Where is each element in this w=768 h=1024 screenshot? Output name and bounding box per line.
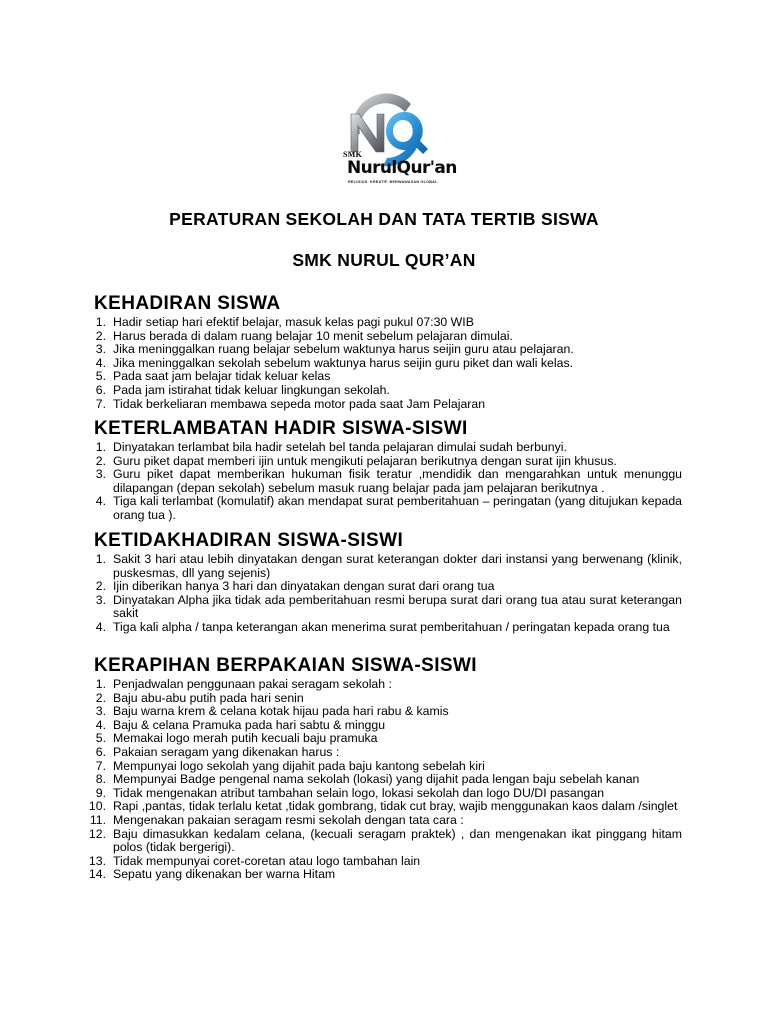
item-text: Ijin diberikan hanya 3 hari dan dinyatakan dengan surat dari orang tua	[113, 579, 495, 594]
list-item	[92, 495, 682, 522]
item-text: Tidak mempunyai coret-coretan atau logo tambahan lain	[113, 853, 421, 868]
section-kehadiran	[92, 293, 682, 411]
item-text: Sepatu yang dikenakan ber warna Hitam	[113, 867, 336, 882]
logo-school-name: NurulQur'an	[347, 158, 457, 178]
item-text: Tiga kali terlambat (komulatif) akan mendapat surat pemberitahuan – peringatan (yang ditujukan kepada orang tua ).	[113, 494, 682, 522]
list-item	[89, 812, 682, 828]
list-item	[92, 330, 682, 344]
item-number: 8.	[95, 772, 106, 787]
item-text: Hadir setiap hari efektif belajar, masuk kelas pagi pukul 07:30 WIB	[113, 315, 474, 329]
item-text: Pada saat jam belajar tidak keluar kelas	[113, 369, 331, 384]
list-item	[92, 787, 682, 801]
list-item	[92, 773, 682, 787]
logo-smk-text: SMK	[343, 150, 363, 159]
item-text: Jika meninggalkan ruang belajar sebelum waktunya harus seijin guru atau pelajaran.	[113, 342, 574, 357]
item-text: Penjadwalan penggunaan pakai seragam sekolah :	[113, 677, 392, 691]
item-text: Tidak mengenakan atribut tambahan selain logo, lokasi sekolah dan logo DU/DI pasangan	[113, 785, 605, 800]
list-item	[92, 719, 682, 733]
item-number: 1.	[95, 677, 106, 691]
list-item	[88, 867, 682, 882]
item-text: Tidak berkeliaran membawa sepeda motor pada saat Jam Pelajaran	[113, 396, 486, 411]
item-number: 7.	[95, 758, 106, 773]
item-number: 2.	[95, 690, 106, 705]
item-number: 6.	[95, 744, 106, 759]
logo-tagline: RELIGIUS. KREATIF. BERWAWASAN GLOBAL	[348, 180, 438, 184]
item-number: 3.	[95, 342, 106, 357]
list-item	[92, 384, 682, 398]
list-item	[92, 553, 682, 580]
rule-list	[88, 677, 682, 882]
item-text: Guru piket dapat memberikan hukuman fisik teratur ,mendidik dan mengarahkan untuk menunggu dilapangan (depan sekolah) sebelum masuk ruang belajar pada jam pelajaran berikutnya .	[113, 467, 682, 495]
item-number: 4.	[95, 717, 106, 732]
list-item	[92, 316, 682, 330]
item-number: 14.	[88, 867, 106, 882]
item-text: Tiga kali alpha / tanpa keterangan akan menerima surat pemberitahuan / peringatan kepada orang tua	[113, 619, 670, 634]
item-number: 3.	[95, 704, 106, 719]
item-number: 13.	[88, 853, 106, 868]
list-item	[92, 441, 682, 455]
item-text: Dinyatakan terlambat bila hadir setelah bel tanda pelajaran dimulai sudah berbunyi.	[113, 440, 567, 454]
rule-list	[92, 441, 682, 523]
item-text: Rapi ,pantas, tidak terlalu ketat ,tidak gombrang, tidak cut bray, wajib menggunakan kaos dalam /singlet	[113, 799, 678, 814]
item-text: Harus berada di dalam ruang belajar 10 menit sebelum pelajaran dimulai.	[113, 328, 513, 343]
item-text: Pakaian seragam yang dikenakan harus :	[113, 744, 340, 759]
list-item	[92, 692, 682, 706]
list-item	[92, 705, 682, 719]
list-item	[92, 732, 682, 746]
rule-list	[92, 316, 682, 411]
list-item	[92, 760, 682, 774]
item-number: 4.	[95, 494, 106, 509]
item-text: Pada jam istirahat tidak keluar lingkungan sekolah.	[113, 382, 390, 397]
section-heading: KERAPIHAN BERPAKAIAN SISWA-SISWI	[94, 655, 477, 676]
list-item	[92, 455, 682, 469]
list-item	[92, 357, 682, 371]
section-keterlambatan	[92, 418, 682, 523]
item-number: 1.	[95, 440, 106, 454]
item-number: 12.	[88, 826, 106, 841]
list-item	[92, 746, 682, 760]
item-number: 3.	[95, 467, 106, 482]
item-number: 10.	[88, 799, 106, 814]
list-item	[92, 343, 682, 357]
list-item	[92, 370, 682, 384]
item-text: Dinyatakan Alpha jika tidak ada pemberitahuan resmi berupa surat dari orang tua atau surat keterangan sakit	[113, 592, 682, 621]
item-number: 1.	[95, 315, 106, 329]
item-text: Guru piket dapat memberi ijin untuk mengikuti pelajaran berikutnya dengan surat ijin khusus.	[113, 453, 617, 468]
item-text: Mempunyai Badge pengenal nama sekolah (lokasi) yang dijahit pada lengan baju sebelah kanan	[113, 772, 640, 787]
rule-list	[92, 553, 682, 635]
item-number: 4.	[95, 355, 106, 370]
item-text: Baju warna krem & celana kotak hijau pada hari rabu & kamis	[113, 704, 449, 719]
item-number: 2.	[95, 453, 106, 468]
list-item	[92, 580, 682, 594]
list-item	[92, 468, 682, 495]
section-heading: KETIDAKHADIRAN SISWA-SISWI	[94, 530, 404, 551]
list-item	[88, 826, 682, 855]
item-text: Mengenakan pakaian seragam resmi sekolah dengan tata cara :	[113, 812, 464, 827]
item-text: Baju & celana Pramuka pada hari sabtu & minggu	[113, 717, 386, 732]
document-title: PERATURAN SEKOLAH DAN TATA TERTIB SISWA	[169, 209, 599, 229]
school-logo	[333, 92, 457, 200]
item-number: 9.	[95, 785, 106, 800]
section-kerapihan	[88, 655, 682, 882]
item-text: Sakit 3 hari atau lebih dinyatakan dengan surat keterangan dokter dari instansi yang berwenang (klinik, puskesmas, dll yang sejenis)	[113, 552, 682, 580]
item-number: 11.	[89, 812, 106, 827]
list-item	[92, 594, 682, 621]
item-number: 1.	[95, 552, 106, 566]
section-heading: KEHADIRAN SISWA	[94, 293, 281, 314]
item-number: 6.	[95, 382, 106, 397]
item-text: Baju abu-abu putih pada hari senin	[113, 690, 304, 705]
section-heading: KETERLAMBATAN HADIR SISWA-SISWI	[94, 418, 468, 439]
list-item	[92, 398, 682, 412]
item-number: 2.	[95, 328, 106, 343]
item-text: Jika meninggalkan sekolah sebelum waktunya harus seijin guru piket dan wali kelas.	[113, 355, 574, 370]
list-item	[88, 853, 682, 869]
item-text: Memakai logo merah putih kecuali baju pramuka	[113, 731, 378, 746]
item-number: 3.	[95, 592, 106, 607]
item-number: 5.	[95, 731, 106, 746]
item-text: Baju dimasukkan kedalam celana, (kecuali seragam praktek) , dan mengenakan ikat pinggang hitam polos (tidak bergerigi).	[113, 826, 682, 855]
list-item	[88, 799, 682, 814]
section-ketidakhadiran	[92, 530, 682, 635]
item-number: 5.	[95, 369, 106, 384]
list-item	[92, 678, 682, 692]
list-item	[92, 621, 682, 635]
item-number: 2.	[95, 579, 106, 594]
item-text: Mempunyai logo sekolah yang dijahit pada baju kantong sebelah kiri	[113, 758, 485, 773]
item-number: 7.	[95, 396, 106, 411]
school-name-title: SMK NURUL QUR’AN	[292, 250, 476, 270]
item-number: 4.	[95, 619, 106, 634]
